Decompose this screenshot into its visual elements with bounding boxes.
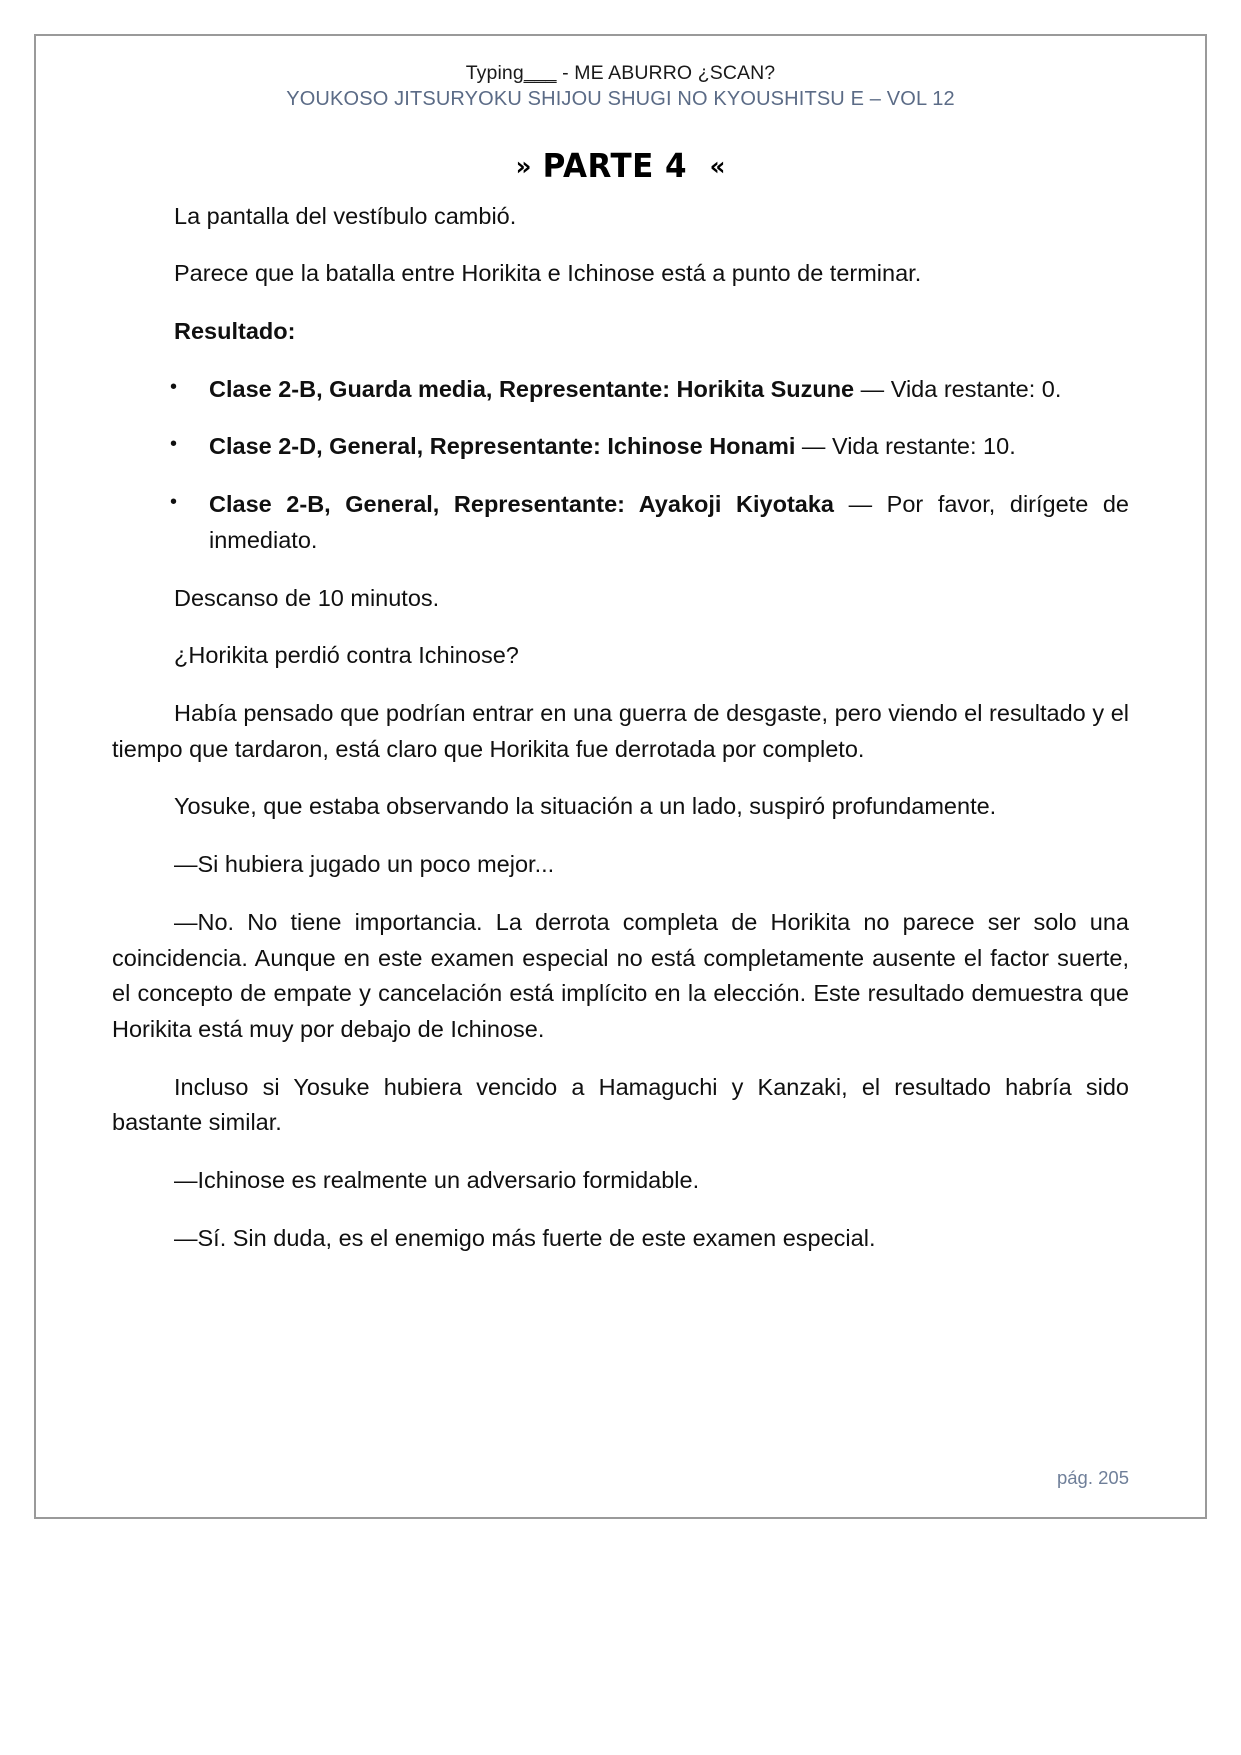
page-title-text: PARTE 4 bbox=[542, 145, 688, 185]
document-page bbox=[34, 34, 1207, 1519]
resultado-label: Resultado: bbox=[174, 317, 296, 344]
list-item-bold-text: Clase 2-D, General, Representante: Ichinose Honami bbox=[209, 433, 796, 460]
list-item bbox=[112, 429, 1129, 465]
header-scan-label: - ME ABURRO ¿SCAN? bbox=[556, 62, 776, 84]
list-item bbox=[112, 487, 1129, 558]
header-line-credits bbox=[112, 64, 1129, 84]
right-guillemet-icon: « bbox=[709, 151, 726, 182]
paragraph-4: Descanso de 10 minutos. bbox=[174, 584, 440, 611]
header-underscore-blank: ___ bbox=[523, 62, 557, 84]
bullet-icon: • bbox=[170, 433, 178, 456]
paragraph-1: La pantalla del vestíbulo cambió. bbox=[174, 202, 517, 229]
paragraph-7: Yosuke, que estaba observando la situación a un lado, suspiró profundamente. bbox=[174, 793, 997, 820]
paragraph-11: —Ichinose es realmente un adversario formidable. bbox=[174, 1167, 700, 1194]
page-footer bbox=[1057, 1467, 1129, 1489]
paragraph-12: —Sí. Sin duda, es el enemigo más fuerte de este examen especial. bbox=[174, 1224, 876, 1251]
paragraph-resultado-heading bbox=[112, 314, 1129, 350]
result-bullet-list bbox=[112, 372, 1129, 559]
paragraph-9: —No. No tiene importancia. La derrota completa de Horikita no parece ser solo una coincidencia. Aunque en este examen especial no está completamente ausente el factor suerte, el concepto de empate y cancelación está implícito en la elección. Este resultado demuestra que Horikita está muy por debajo de Ichinose. bbox=[112, 908, 1129, 1042]
list-item-rest-text: — Vida restante: 0. bbox=[854, 375, 1062, 402]
paragraph-10: Incluso si Yosuke hubiera vencido a Hamaguchi y Kanzaki, el resultado habría sido bastante similar. bbox=[112, 1073, 1129, 1136]
paragraph-6: Había pensado que podrían entrar en una guerra de desgaste, pero viendo el resultado y el tiempo que tardaron, está claro que Horikita fue derrotada por completo. bbox=[112, 699, 1129, 762]
list-item-rest-text: — Por favor, dirígete de inmediato. bbox=[209, 491, 1129, 553]
page-title bbox=[143, 146, 1099, 185]
paragraph-5: ¿Horikita perdió contra Ichinose? bbox=[174, 642, 519, 669]
page-number-label: pág. 205 bbox=[1056, 1467, 1129, 1488]
bullet-icon: • bbox=[170, 375, 178, 398]
page-content-area bbox=[36, 36, 1205, 1517]
paragraph-2: Parece que la batalla entre Horikita e Ichinose está a punto de terminar. bbox=[174, 260, 922, 287]
document-body bbox=[112, 199, 1129, 1257]
list-item-rest-text: — Vida restante: 10. bbox=[795, 433, 1016, 460]
header-line-series-title: YOUKOSO JITSURYOKU SHIJOU SHUGI NO KYOUSHITSU E – VOL 12 bbox=[286, 87, 955, 110]
list-item bbox=[112, 372, 1129, 408]
list-item-bold-text: Clase 2-B, Guarda media, Representante: Horikita Suzune bbox=[209, 375, 855, 402]
paragraph-8: —Si hubiera jugado un poco mejor... bbox=[174, 851, 555, 878]
header-typing-label: Typing bbox=[465, 62, 524, 84]
list-item-bold-text: Clase 2-B, General, Representante: Ayakoji Kiyotaka bbox=[209, 491, 834, 518]
page-header bbox=[112, 64, 1129, 109]
bullet-icon: • bbox=[170, 491, 178, 514]
left-guillemet-icon: » bbox=[515, 151, 532, 182]
